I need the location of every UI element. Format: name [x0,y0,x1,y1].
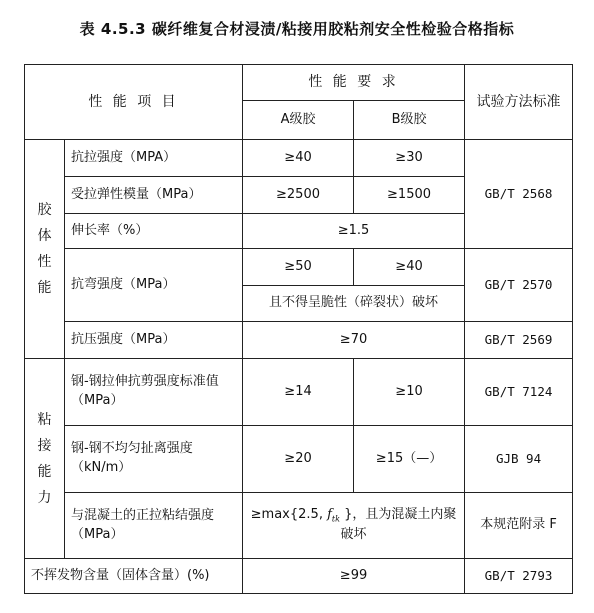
row-elongation-value: ≥1.5 [243,214,465,249]
table-title: 表 4.5.3 碳纤维复合材浸渍/粘接用胶粘剂安全性检验合格指标 [79,20,515,38]
row-tensile-modulus-b: ≥1500 [354,177,465,214]
row-concrete-bond-method: 本规范附录 F [465,493,573,559]
row-nonvolatile-name: 不挥发物含量（固体含量）(%) [25,559,243,594]
row-tensile-strength-name: 抗拉强度（MPA） [65,140,243,177]
header-requirement: 性 能 要 求 [243,65,465,101]
row-elongation-name: 伸长率（%） [65,214,243,249]
row-nonvolatile-method: GB/T 2793 [465,559,573,594]
row-steel-peel-name: 钢-钢不均匀扯离强度（kN/m） [65,426,243,493]
row-steel-peel-a: ≥20 [243,426,354,493]
row-tensile-method: GB/T 2568 [465,140,573,249]
row-tensile-modulus-name: 受拉弹性模量（MPa） [65,177,243,214]
row-nonvolatile-value: ≥99 [243,559,465,594]
row-flexural-name: 抗弯强度（MPa） [65,249,243,322]
row-steel-shear-name: 钢-钢拉伸抗剪强度标准值（MPa） [65,359,243,426]
row-steel-shear-a: ≥14 [243,359,354,426]
row-compressive-name: 抗压强度（MPa） [65,322,243,359]
row-tensile-strength-a: ≥40 [243,140,354,177]
row-flexural-method: GB/T 2570 [465,249,573,322]
row-tensile-strength-b: ≥30 [354,140,465,177]
header-item: 性 能 项 目 [25,65,243,140]
header-method: 试验方法标准 [465,65,573,140]
row-steel-peel-b: ≥15（—） [354,426,465,493]
row-compressive-value: ≥70 [243,322,465,359]
header-a-grade: A级胶 [243,101,354,140]
header-b-grade: B级胶 [354,101,465,140]
row-concrete-bond-value: ≥max{2.5, $f_{tk}$ }，且为混凝土内聚破坏 [243,493,465,559]
spec-table [24,64,573,594]
row-steel-shear-method: GB/T 7124 [465,359,573,426]
row-flexural-b: ≥40 [354,249,465,286]
row-flexural-a: ≥50 [243,249,354,286]
row-steel-shear-b: ≥10 [354,359,465,426]
row-flexural-note: 且不得呈脆性（碎裂状）破坏 [243,286,465,322]
row-compressive-method: GB/T 2569 [465,322,573,359]
row-concrete-bond-name: 与混凝土的正拉粘结强度（MPa） [65,493,243,559]
row-steel-peel-method: GJB 94 [465,426,573,493]
group-bond-properties: 粘 接 能 力 [25,359,65,559]
group-body-properties: 胶 体 性 能 [25,140,65,359]
ftk-symbol: $f_{tk}$ [327,507,340,525]
row-tensile-modulus-a: ≥2500 [243,177,354,214]
